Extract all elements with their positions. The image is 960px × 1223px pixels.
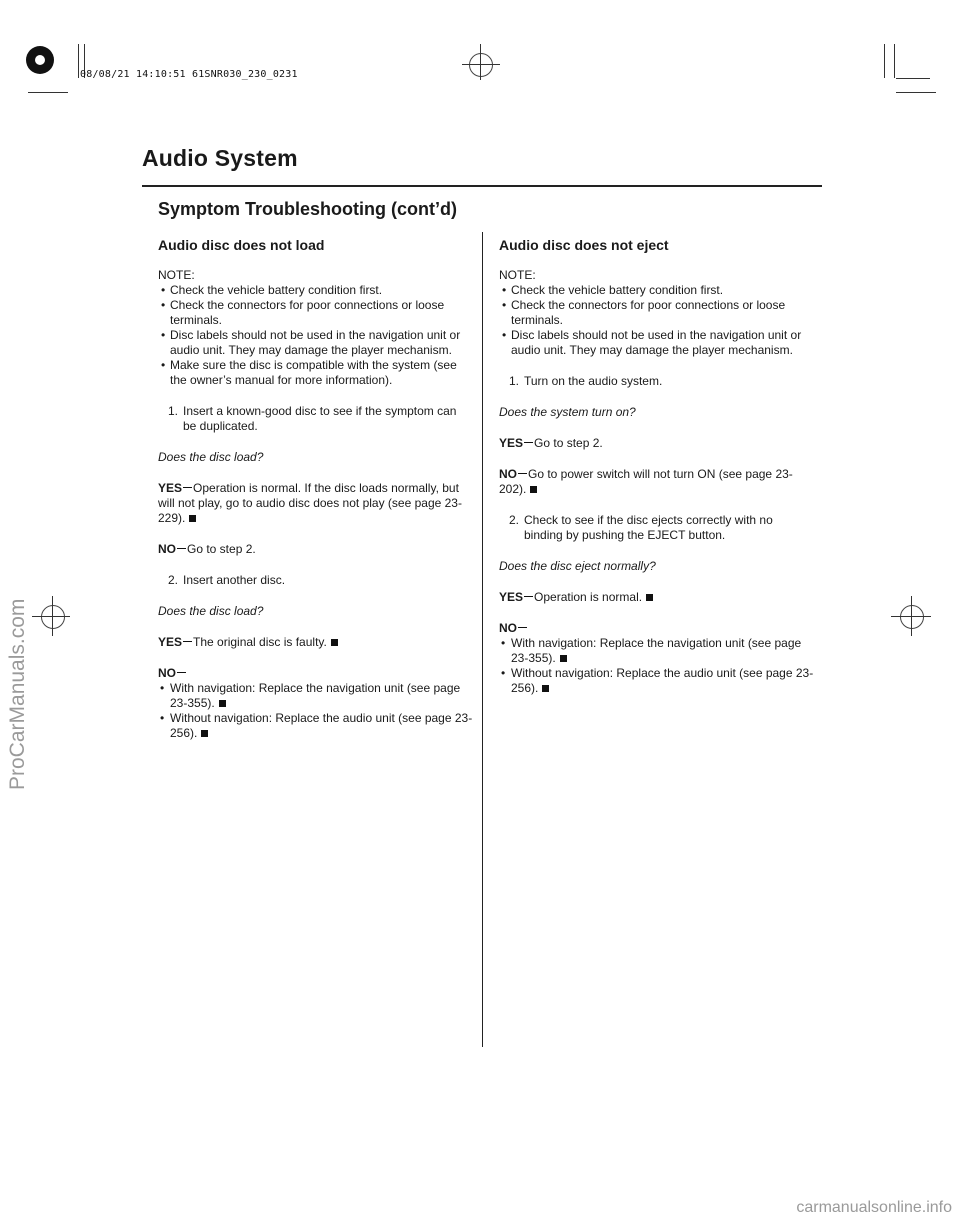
registration-mark-top-center (469, 53, 493, 77)
step-2-no-list (158, 681, 473, 741)
end-mark-icon (530, 486, 537, 493)
list-item: • With navigation: Replace the navigation unit (see page 23-355). (499, 636, 814, 666)
note-item: • Check the connectors for poor connections or loose terminals. (499, 298, 814, 328)
column-divider (482, 232, 483, 1047)
note-list (158, 283, 473, 388)
step-1-no: NO Go to power switch will not turn ON (see page 23-202). (499, 467, 793, 496)
end-mark-icon (646, 594, 653, 601)
note-item: • Check the connectors for poor connections or loose terminals. (158, 298, 473, 328)
right-column-heading: Audio disc does not eject (499, 237, 669, 253)
step-1-yes: YES Go to step 2. (499, 436, 603, 450)
crop-line (480, 44, 481, 80)
step-text: Insert a known-good disc to see if the symptom can be duplicated. (183, 404, 457, 433)
note-item: • Make sure the disc is compatible with the system (see the owner’s manual for more information). (158, 358, 473, 388)
step-1-question: Does the disc load? (158, 450, 264, 464)
right-column (499, 268, 814, 696)
step-text: Insert another disc. (183, 573, 286, 587)
crop-line (896, 78, 930, 79)
end-mark-icon (542, 685, 549, 692)
registration-mark-left (41, 605, 65, 629)
step-2-no: NO (499, 621, 814, 636)
list-item: • With navigation: Replace the navigation unit (see page 23-355). (158, 681, 473, 711)
note-item: • Check the vehicle battery condition first. (499, 283, 814, 298)
registration-mark-top-left (26, 46, 54, 74)
step-2-question: Does the disc load? (158, 604, 264, 618)
note-item: • Check the vehicle battery condition first. (158, 283, 473, 298)
step-2: 2. Insert another disc. (168, 573, 286, 587)
crop-line (28, 92, 68, 93)
side-watermark: ProCarManuals.com (6, 598, 29, 790)
note-item: • Disc labels should not be used in the navigation unit or audio unit. They may damage the player mechanism. (158, 328, 473, 358)
step-1-no: NO Go to step 2. (158, 542, 256, 556)
crop-line (884, 44, 885, 78)
end-mark-icon (560, 655, 567, 662)
left-column-heading: Audio disc does not load (158, 237, 325, 253)
step-2-yes: YES Operation is normal. (499, 590, 814, 605)
step-2-no-list (499, 636, 814, 696)
step-1: 1. Insert a known-good disc to see if the symptom can be duplicated. (168, 404, 457, 433)
note-label: NOTE: (158, 268, 195, 282)
crop-line (894, 44, 895, 78)
list-item: • Without navigation: Replace the audio unit (see page 23-256). (158, 711, 473, 741)
print-stamp: 08/08/21 14:10:51 61SNR030_230_0231 (80, 69, 298, 80)
title-rule (142, 185, 822, 187)
bottom-watermark: carmanualsonline.info (796, 1199, 952, 1216)
list-item: • Without navigation: Replace the audio unit (see page 23-256). (499, 666, 814, 696)
crop-line (911, 596, 912, 636)
step-2-question: Does the disc eject normally? (499, 559, 656, 573)
step-1-question: Does the system turn on? (499, 405, 636, 419)
end-mark-icon (189, 515, 196, 522)
note-list (499, 283, 814, 358)
section-title: Symptom Troubleshooting (cont’d) (158, 199, 457, 219)
crop-line (78, 44, 79, 78)
crop-line (32, 616, 70, 617)
registration-mark-right (900, 605, 924, 629)
step-2-yes: YES The original disc is faulty. (158, 635, 473, 650)
page-title: Audio System (142, 145, 298, 171)
crop-line (896, 92, 936, 93)
end-mark-icon (219, 700, 226, 707)
step-1-yes: YES Operation is normal. If the disc loads normally, but will not play, go to audio disc does not play (see page 23-229). (158, 481, 462, 525)
note-label: NOTE: (499, 268, 536, 282)
end-mark-icon (331, 639, 338, 646)
step-2: 2. Check to see if the disc ejects correctly with no binding by pushing the EJECT button. (509, 513, 773, 542)
step-2-no: NO (158, 666, 473, 681)
crop-line (462, 64, 500, 65)
step-text: Turn on the audio system. (524, 374, 663, 388)
left-column (158, 268, 473, 741)
step-1: 1. Turn on the audio system. (509, 374, 663, 388)
end-mark-icon (201, 730, 208, 737)
note-item: • Disc labels should not be used in the navigation unit or audio unit. They may damage the player mechanism. (499, 328, 814, 358)
crop-line (52, 596, 53, 636)
step-text: Check to see if the disc ejects correctly with no binding by pushing the EJECT button. (524, 513, 773, 542)
